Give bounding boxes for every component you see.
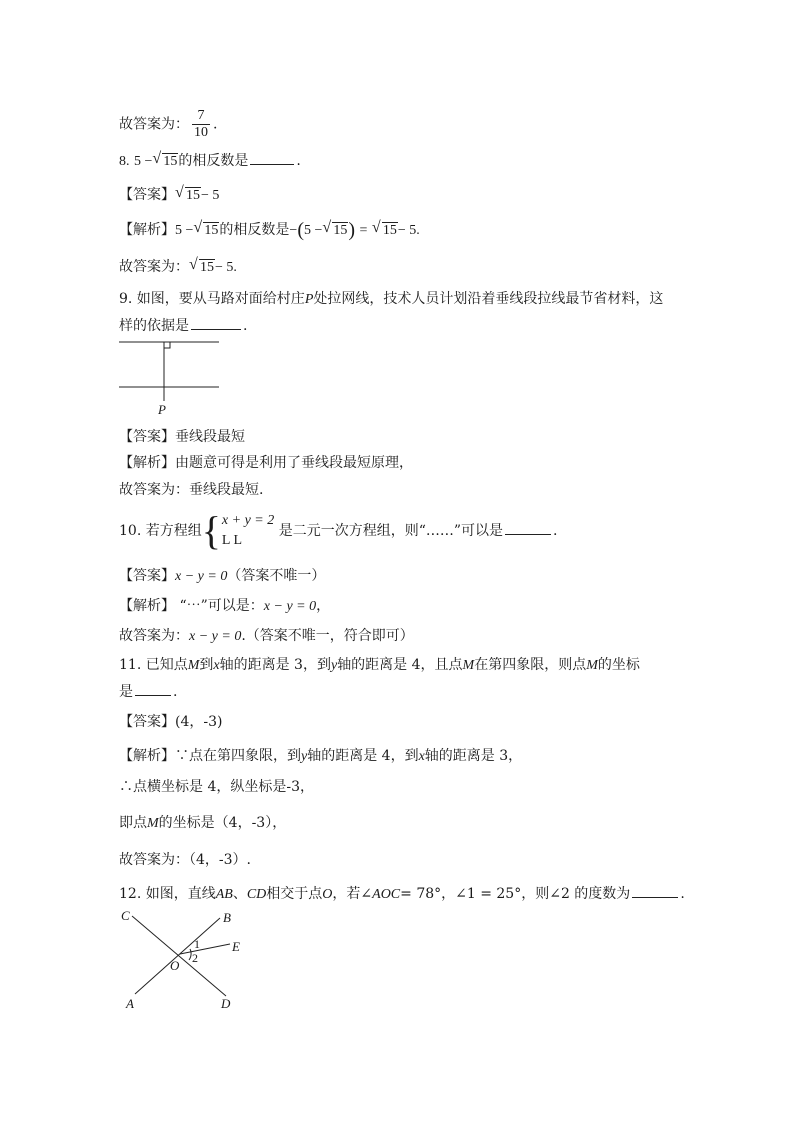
q11-final: 故答案为：（4，-3）. — [119, 852, 251, 868]
q10-answer: 【答案】x − y = 0（答案不唯一） — [119, 568, 326, 584]
label-C: C — [121, 908, 130, 923]
q8-explanation: 【解析】5 − √ 15的相反数是−(5 − √ 15) = √ 15− 5. — [119, 219, 420, 241]
label-D: D — [221, 996, 231, 1011]
answer-blank — [191, 315, 241, 330]
question-8: 8. 5 − √ 15的相反数是 . — [119, 150, 301, 172]
q8-answer: 【答案】 √ 15− 5 — [119, 185, 219, 206]
q10-explanation: 【解析】 “⋯”可以是：x − y = 0， — [119, 598, 331, 614]
sqrt-15: √ 15 — [371, 219, 397, 238]
label-angle-2: 2 — [192, 951, 198, 965]
q11-explanation-3: 即点M的坐标是（4，-3）， — [119, 815, 287, 831]
q11-answer: 【答案】(4，-3) — [119, 714, 223, 730]
ray-OE — [180, 944, 230, 954]
answer-blank — [250, 150, 294, 165]
question-9-line1: 9. 如图，要从马路对面给村庄P处拉网线，技术人员计划沿着垂线段拉线最节省材料，这 — [119, 291, 664, 307]
equation-system: { x + y = 2 L L — [201, 508, 275, 553]
label-A: A — [126, 996, 134, 1011]
answer-line-q7: 故答案为： $\frac{7}{10}$ . — [119, 108, 218, 140]
figure-q9-road — [119, 336, 229, 420]
sqrt-15: √ 15 — [193, 219, 219, 238]
q11-explanation-2: ∴点横坐标是 4，纵坐标是-3， — [119, 779, 314, 795]
q8-final: 故答案为： √ 15− 5. — [119, 257, 237, 278]
q9-answer: 【答案】垂线段最短 — [119, 429, 245, 445]
sqrt-15: √ 15 — [322, 219, 348, 238]
answer-blank — [505, 520, 551, 535]
question-10: 10. 若方程组 { x + y = 2 L L 是二元一次方程组，则“……”可以是 . — [119, 508, 558, 553]
question-9-line2: 样的依据是 . — [119, 315, 247, 336]
sqrt-15: √ 15 — [175, 184, 200, 203]
label-B: B — [223, 910, 231, 925]
q11-explanation: 【解析】∵点在第四象限，到y轴的距离是 4，到x轴的距离是 3， — [119, 748, 523, 764]
right-angle-mark — [164, 342, 170, 348]
q10-final: 故答案为：x − y = 0.（答案不唯一，符合即可） — [119, 628, 414, 644]
angle-2-arc — [189, 952, 191, 960]
figure-q12-intersecting-lines — [118, 908, 258, 1013]
label-O: O — [170, 958, 180, 973]
question-11-line2: 是 . — [119, 681, 177, 702]
point-P-label: P — [158, 402, 166, 417]
question-11-line1: 11. 已知点M到x轴的距离是 3，到y轴的距离是 4，且点M在第四象限，则点M的坐标 — [119, 657, 640, 673]
sqrt-15: √ 15 — [152, 150, 178, 169]
label-angle-1: 1 — [194, 937, 200, 951]
q9-explanation: 【解析】由题意可得是利用了垂线段最短原理， — [119, 455, 413, 471]
sqrt-15: √ 15 — [189, 256, 214, 275]
answer-blank — [632, 883, 678, 898]
q9-final: 故答案为：垂线段最短. — [119, 482, 264, 498]
answer-blank — [135, 681, 171, 696]
label-E: E — [232, 939, 240, 954]
question-12: 12. 如图，直线AB、CD相交于点O，若∠AOC= 78°，∠1 = 25°，则∠2 的度数为 . — [119, 883, 685, 905]
fraction-seven-tenths: $\frac{7}{10}$ — [194, 108, 208, 140]
